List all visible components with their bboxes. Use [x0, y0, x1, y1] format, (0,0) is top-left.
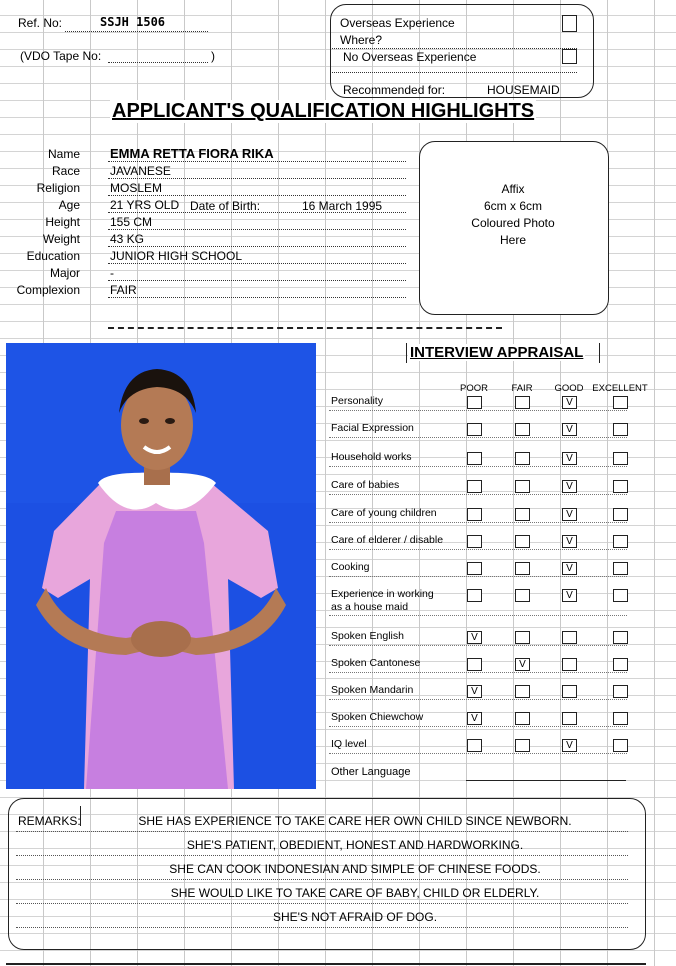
ref-underline [65, 31, 208, 32]
field-value-height: 155 CM [110, 215, 153, 229]
rating-checkbox-fair[interactable] [515, 631, 530, 644]
column-header-fair: FAIR [511, 383, 533, 394]
field-value-major: - [110, 266, 114, 280]
criterion-label: Care of babies [331, 479, 400, 491]
rating-checkbox-excellent[interactable] [613, 423, 628, 436]
field-label-religion: Religion [36, 181, 80, 195]
rating-checkbox-excellent[interactable] [613, 589, 628, 602]
affix-line-3: Coloured Photo [471, 216, 555, 230]
criterion-label: Spoken Mandarin [331, 684, 414, 696]
rating-checkbox-good[interactable]: V [562, 739, 577, 752]
rating-checkbox-good[interactable]: V [562, 562, 577, 575]
no-overseas-checkbox[interactable] [562, 49, 577, 64]
field-value-weight: 43 KG [110, 232, 145, 246]
criterion-underline [329, 437, 627, 438]
criterion-underline [329, 576, 627, 577]
rating-checkbox-fair[interactable] [515, 480, 530, 493]
rating-checkbox-good[interactable]: V [562, 423, 577, 436]
rating-checkbox-fair[interactable] [515, 562, 530, 575]
rating-checkbox-fair[interactable] [515, 535, 530, 548]
rating-checkbox-excellent[interactable] [613, 535, 628, 548]
rating-checkbox-poor[interactable] [467, 658, 482, 671]
rating-checkbox-fair[interactable]: V [515, 658, 530, 671]
rating-checkbox-poor[interactable]: V [467, 685, 482, 698]
field-value-name: EMMA RETTA FIORA RIKA [110, 146, 274, 161]
criterion-label: Household works [331, 451, 412, 463]
page-title: APPLICANT'S QUALIFICATION HIGHLIGHTS [112, 100, 535, 122]
rating-checkbox-poor[interactable] [467, 452, 482, 465]
criterion-label: Facial Expression [331, 422, 414, 434]
rating-checkbox-excellent[interactable] [613, 562, 628, 575]
remark-underline [16, 879, 628, 880]
criterion-label: Care of elderer / disable [331, 534, 444, 546]
rating-checkbox-good[interactable] [562, 712, 577, 725]
criterion-underline [329, 699, 627, 700]
dob-value: 16 March 1995 [302, 199, 383, 213]
rating-checkbox-poor[interactable]: V [467, 631, 482, 644]
rating-checkbox-good[interactable] [562, 658, 577, 671]
rating-checkbox-good[interactable]: V [562, 480, 577, 493]
criterion-underline [329, 410, 627, 411]
affix-line-1: Affix [501, 182, 525, 196]
field-value-education: JUNIOR HIGH SCHOOL [110, 249, 243, 263]
applicant-photo [6, 343, 316, 789]
rating-checkbox-fair[interactable] [515, 508, 530, 521]
criterion-label: Spoken Chiewchow [331, 711, 424, 723]
overseas-divider [332, 72, 577, 73]
criterion-label: Care of young children [331, 507, 437, 519]
criterion-label: Personality [331, 395, 383, 407]
remark-underline [16, 903, 628, 904]
rating-checkbox-excellent[interactable] [613, 396, 628, 409]
rating-checkbox-good[interactable]: V [562, 535, 577, 548]
remark-line: SHE WOULD LIKE TO TAKE CARE OF BABY, CHILD OR ELDERLY. [170, 886, 540, 900]
rating-checkbox-fair[interactable] [515, 739, 530, 752]
rating-checkbox-fair[interactable] [515, 685, 530, 698]
rating-checkbox-fair[interactable] [515, 712, 530, 725]
vdo-close: ) [211, 49, 215, 63]
field-underline [108, 263, 406, 264]
rating-checkbox-fair[interactable] [515, 396, 530, 409]
column-header-poor: POOR [460, 383, 488, 394]
rating-checkbox-excellent[interactable] [613, 658, 628, 671]
remark-underline [16, 927, 628, 928]
criterion-label: Spoken English [331, 630, 404, 642]
where-label: Where? [340, 33, 383, 47]
criterion-underline [329, 672, 627, 673]
applicant-photo-illustration [6, 343, 316, 789]
rating-checkbox-good[interactable] [562, 685, 577, 698]
affix-line-2: 6cm x 6cm [483, 199, 542, 213]
field-value-complexion: FAIR [110, 283, 137, 297]
field-underline [108, 195, 406, 196]
rating-checkbox-excellent[interactable] [613, 712, 628, 725]
vdo-underline [108, 62, 208, 63]
remark-line: SHE CAN COOK INDONESIAN AND SIMPLE OF CHINESE FOODS. [169, 862, 541, 876]
remark-line: SHE'S NOT AFRAID OF DOG. [272, 910, 438, 924]
field-label-complexion: Complexion [16, 283, 80, 297]
field-underline [108, 280, 406, 281]
remark-underline [16, 855, 628, 856]
criterion-label-line-2: as a house maid [331, 601, 409, 613]
rating-checkbox-excellent[interactable] [613, 508, 628, 521]
field-label-race: Race [51, 164, 80, 178]
criterion-underline [329, 645, 627, 646]
field-label-major: Major [49, 266, 80, 280]
dob-label: Date of Birth: [190, 199, 261, 213]
rating-checkbox-good[interactable]: V [562, 396, 577, 409]
rating-checkbox-good[interactable]: V [562, 508, 577, 521]
rating-checkbox-fair[interactable] [515, 589, 530, 602]
field-value-religion: MOSLEM [110, 181, 163, 195]
rating-checkbox-poor[interactable]: V [467, 712, 482, 725]
field-label-name: Name [47, 147, 80, 161]
rating-checkbox-excellent[interactable] [613, 631, 628, 644]
rating-checkbox-poor[interactable] [467, 508, 482, 521]
criterion-label: Spoken Cantonese [331, 657, 421, 669]
appraisal-title-frame [406, 343, 600, 363]
criterion-underline [329, 494, 627, 495]
rating-checkbox-good[interactable]: V [562, 589, 577, 602]
rating-checkbox-poor[interactable] [467, 396, 482, 409]
criterion-underline [329, 466, 627, 467]
field-label-height: Height [45, 215, 80, 229]
appraisal-title: INTERVIEW APPRAISAL [410, 344, 584, 361]
column-header-good: GOOD [554, 383, 584, 394]
criterion-underline [329, 726, 627, 727]
overseas-experience-label: Overseas Experience [340, 16, 455, 30]
rating-checkbox-poor[interactable] [467, 423, 482, 436]
field-label-age: Age [58, 198, 80, 212]
criterion-label: Experience in working [331, 588, 434, 600]
field-label-weight: Weight [42, 232, 80, 246]
affix-line-4: Here [499, 233, 526, 247]
recommended-value: HOUSEMAID [487, 83, 560, 97]
field-label-education: Education [26, 249, 80, 263]
rating-checkbox-fair[interactable] [515, 423, 530, 436]
rating-checkbox-poor[interactable] [467, 589, 482, 602]
rating-checkbox-excellent[interactable] [613, 480, 628, 493]
other-language-label: Other Language [331, 766, 411, 778]
rating-checkbox-poor[interactable] [467, 480, 482, 493]
no-overseas-label: No Overseas Experience [343, 50, 477, 64]
criterion-underline [329, 615, 627, 616]
criterion-underline [329, 753, 627, 754]
ref-label: Ref. No: [18, 16, 63, 30]
vdo-label: (VDO Tape No: [20, 49, 102, 63]
field-underline [108, 229, 406, 230]
rating-checkbox-good[interactable] [562, 631, 577, 644]
field-value-race: JAVANESE [110, 164, 171, 178]
other-language-line [466, 780, 626, 781]
rating-checkbox-excellent[interactable] [613, 685, 628, 698]
column-header-excellent: EXCELLENT [592, 383, 648, 394]
rating-checkbox-poor[interactable] [467, 562, 482, 575]
criterion-underline [329, 549, 627, 550]
rating-checkbox-excellent[interactable] [613, 739, 628, 752]
rating-checkbox-excellent[interactable] [613, 452, 628, 465]
rating-checkbox-poor[interactable] [467, 739, 482, 752]
field-underline [108, 178, 406, 179]
field-underline [108, 297, 406, 298]
bottom-rule [6, 963, 646, 965]
ref-value: SSJH 1506 [100, 15, 166, 29]
field-underline [108, 161, 406, 162]
remark-line: SHE'S PATIENT, OBEDIENT, HONEST AND HARDWORKING. [186, 838, 524, 852]
overseas-experience-checkbox[interactable] [562, 15, 577, 32]
criterion-label: Cooking [331, 561, 370, 573]
criterion-underline [329, 522, 627, 523]
field-value-age: 21 YRS OLD [110, 198, 180, 212]
remarks-label: REMARKS: [18, 814, 81, 828]
remark-line: SHE HAS EXPERIENCE TO TAKE CARE HER OWN CHILD SINCE NEWBORN. [138, 814, 572, 828]
section-divider [108, 327, 502, 329]
recommended-label: Recommended for: [343, 83, 446, 97]
rating-checkbox-fair[interactable] [515, 452, 530, 465]
where-underline [332, 48, 577, 49]
field-underline [108, 246, 406, 247]
criterion-label: IQ level [331, 738, 367, 750]
remark-underline [16, 831, 628, 832]
rating-checkbox-poor[interactable] [467, 535, 482, 548]
rating-checkbox-good[interactable]: V [562, 452, 577, 465]
